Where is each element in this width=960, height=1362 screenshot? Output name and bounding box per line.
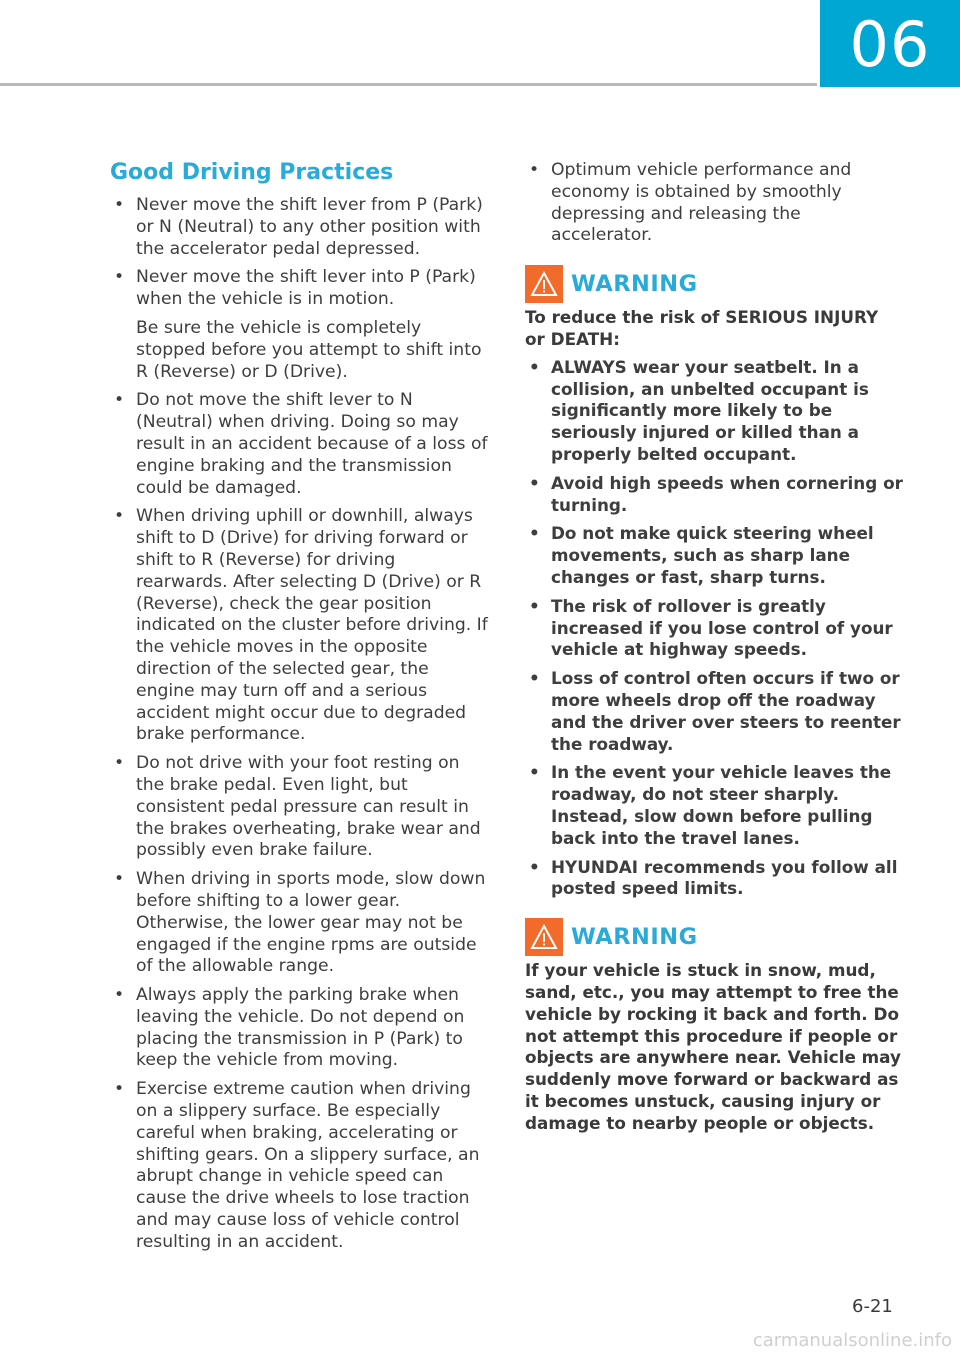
list-item — [110, 1079, 490, 1253]
list-item-text: Avoid high speeds when cornering or turning. — [551, 472, 903, 515]
warning-list — [525, 357, 903, 900]
warning-title: WARNING — [571, 924, 698, 951]
warning-triangle-icon — [525, 918, 563, 956]
warning-title: WARNING — [571, 271, 698, 298]
warning-text: If your vehicle is stuck in snow, mud, sand, etc., you may attempt to free the vehicle by rocking it back and forth. Do not attempt this procedure if people or objects are anywhere near. Vehicle may suddenly move forward or backward as it becomes unstuck, causing injury or damage to nearby people or objects. — [525, 960, 901, 1133]
list-item-text: HYUNDAI recommends you follow all posted speed limits. — [551, 856, 898, 899]
header-rule — [0, 83, 817, 86]
warning-header — [525, 265, 903, 303]
list-item — [525, 762, 903, 849]
list-item-text: Do not make quick steering wheel movements, such as sharp lane changes or fast, sharp turns. — [551, 523, 874, 587]
warning-box-stuck-vehicle — [525, 918, 903, 1134]
list-item-text: Do not drive with your foot resting on the brake pedal. Even light, but consistent pedal pressure can result in the brakes overheating, brake wear and possibly even brake failure. — [136, 753, 481, 861]
right-column — [525, 160, 903, 1140]
list-item-text: The risk of rollover is greatly increased if you lose control of your vehicle at highway speeds. — [551, 595, 893, 660]
list-item — [110, 869, 490, 978]
practices-list-continued — [525, 160, 903, 247]
chapter-number: 06 — [849, 7, 931, 81]
page-number: 6-21 — [852, 1296, 893, 1317]
list-item — [525, 668, 903, 755]
warning-triangle-icon — [525, 265, 563, 303]
list-item-text: In the event your vehicle leaves the roadway, do not steer sharply. Instead, slow down before pulling back into the travel lanes. — [551, 762, 892, 848]
warning-intro: To reduce the risk of SERIOUS INJURY or DEATH: — [525, 307, 879, 349]
list-item — [525, 357, 903, 466]
list-item-text: ALWAYS wear your seatbelt. In a collision, an unbelted occupant is significantly more likely to be seriously injured or killed than a properly belted occupant. — [551, 356, 869, 464]
list-item-text: Loss of control often occurs if two or more wheels drop off the roadway and the driver over steers to reenter the roadway. — [551, 668, 901, 754]
list-item-text: Exercise extreme caution when driving on a slippery surface. Be especially careful when braking, accelerating or shifting gears. On a slippery surface, an abrupt change in vehicle speed can cause the drive wheels to lose traction and may cause loss of vehicle control resulting in an accident. — [136, 1079, 480, 1252]
list-item — [110, 390, 490, 499]
list-item — [525, 596, 903, 661]
list-item — [110, 753, 490, 862]
list-item-text: Do not move the shift lever to N (Neutral) when driving. Doing so may result in an accident because of a loss of engine braking and the transmission could be damaged. — [136, 390, 488, 498]
list-item — [110, 985, 490, 1072]
list-item-text: Never move the shift lever into P (Park) when the vehicle is in motion. — [136, 267, 476, 310]
list-item-text: Always apply the parking brake when leaving the vehicle. Do not depend on placing the transmission in P (Park) to keep the vehicle from moving. — [136, 985, 465, 1071]
list-item-text: When driving uphill or downhill, always shift to D (Drive) for driving forward or shift to R (Reverse) for driving rearwards. After selecting D (Drive) or R (Reverse), check the gear position indicated on the cluster before driving. If the vehicle moves in the opposite direction of the selected gear, the engine may turn off and a serious accident might occur due to degraded brake performance. — [136, 506, 488, 745]
list-item — [525, 473, 903, 517]
practices-list — [110, 195, 490, 1254]
warning-box-seatbelt — [525, 265, 903, 900]
list-item-text: Optimum vehicle performance and economy is obtained by smoothly depressing and releasing the accelerator. — [551, 160, 852, 246]
section-title: Good Driving Practices — [110, 160, 394, 185]
list-item — [110, 506, 490, 746]
warning-header — [525, 918, 903, 956]
list-item — [525, 160, 903, 247]
left-column — [110, 158, 490, 1261]
list-item-subparagraph: Be sure the vehicle is completely stopped before you attempt to shift into R (Reverse) or D (Drive). — [136, 317, 482, 382]
list-item — [110, 267, 490, 383]
list-item-text: When driving in sports mode, slow down before shifting to a lower gear. Otherwise, the lower gear may not be engaged if the engine rpms are outside of the allowable range. — [136, 869, 486, 977]
list-item-text: Never move the shift lever from P (Park) or N (Neutral) to any other position with the accelerator pedal depressed. — [136, 195, 483, 259]
watermark: carmanualsonline.info — [752, 1330, 952, 1351]
chapter-tab — [820, 0, 960, 87]
list-item — [525, 523, 903, 588]
list-item — [525, 857, 903, 901]
list-item — [110, 195, 490, 260]
